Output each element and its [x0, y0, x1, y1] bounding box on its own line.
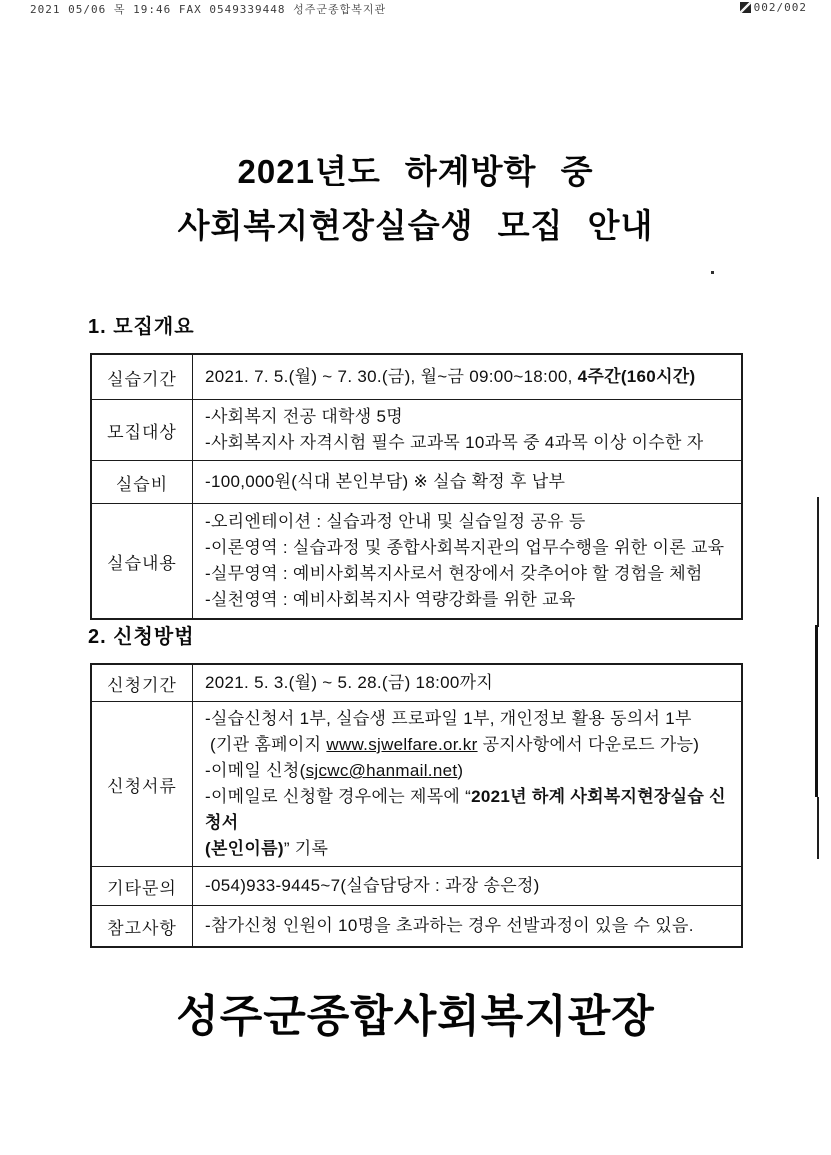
scan-artifact-line	[817, 797, 819, 859]
table-row	[92, 355, 741, 399]
cell-line: (기관 홈페이지 www.sjwelfare.or.kr 공지사항에서 다운로드 가능)	[205, 735, 700, 754]
cell-line: -사회복지 전공 대학생 5명	[205, 407, 404, 426]
document-title-line2: 사회복지현장실습생 모집 안내	[177, 207, 654, 244]
table-row	[92, 665, 741, 701]
cell-line: -이메일 신청(sjcwc@hanmail.net)	[205, 761, 464, 780]
cell-line: -이론영역 : 실습과정 및 종합사회복지관의 업무수행을 위한 이론 교육	[205, 538, 725, 557]
table-row	[92, 701, 741, 866]
document-title-line1: 2021년도 하계방학 중	[237, 153, 594, 190]
row-value	[193, 461, 741, 503]
row-label: 실습기간	[92, 355, 193, 399]
fax-page-icon	[740, 2, 751, 13]
cell-line: -실무영역 : 예비사회복지사로서 현장에서 갖추어야 할 경험을 체험	[205, 564, 703, 583]
cell-line: -참가신청 인원이 10명을 초과하는 경우 선발과정이 있을 수 있음.	[205, 916, 694, 935]
row-value	[193, 906, 741, 946]
row-label: 기타문의	[92, 867, 193, 905]
table-row	[92, 399, 741, 460]
cell-line: -사회복지사 자격시험 필수 교과목 10과목 중 4과목 이상 이수한 자	[205, 433, 704, 452]
row-label: 실습내용	[92, 504, 193, 618]
table-row	[92, 866, 741, 905]
cell-line: (본인이름)” 기록	[205, 839, 329, 858]
fax-header-info: 2021 05/06 목 19:46 FAX 0549339448 성주군종합복지관	[30, 3, 387, 16]
scan-artifact-dot	[711, 271, 714, 274]
cell-line: -오리엔테이션 : 실습과정 안내 및 실습일정 공유 등	[205, 512, 586, 531]
fax-page-count: 002/002	[753, 1, 807, 14]
row-label: 신청기간	[92, 665, 193, 701]
cell-line: -실습신청서 1부, 실습생 프로파일 1부, 개인정보 활용 동의서 1부	[205, 709, 692, 728]
row-value	[193, 702, 741, 866]
fax-page-counter	[740, 1, 807, 14]
table-row	[92, 503, 741, 618]
row-label: 참고사항	[92, 906, 193, 946]
row-value	[193, 665, 741, 701]
row-value	[193, 504, 741, 618]
recruitment-overview-table	[90, 353, 743, 620]
table-row	[92, 460, 741, 503]
row-value	[193, 355, 741, 399]
cell-line: 2021. 5. 3.(월) ~ 5. 28.(금) 18:00까지	[205, 673, 494, 692]
scan-artifact-line	[817, 497, 819, 627]
cell-line: -이메일로 신청할 경우에는 제목에 “2021년 하계 사회복지현장실습 신청서	[205, 787, 726, 832]
row-label: 모집대상	[92, 400, 193, 460]
row-value	[193, 867, 741, 905]
cell-line: -054)933-9445~7(실습담당자 : 과장 송은정)	[205, 876, 540, 895]
cell-line: 2021. 7. 5.(월) ~ 7. 30.(금), 월~금 09:00~18:00, 4주간(160시간)	[205, 367, 696, 386]
section-2-heading: 2. 신청방법	[88, 626, 195, 648]
cell-line: -100,000원(식대 본인부담) ※ 실습 확정 후 납부	[205, 472, 566, 491]
application-method-table	[90, 663, 743, 948]
table-row	[92, 905, 741, 946]
fax-header	[0, 1, 831, 17]
row-value	[193, 400, 741, 460]
section-1-heading: 1. 모집개요	[88, 316, 195, 338]
row-label: 신청서류	[92, 702, 193, 866]
cell-line: -실천영역 : 예비사회복지사 역량강화를 위한 교육	[205, 590, 576, 609]
scan-artifact-line	[815, 625, 818, 797]
row-label: 실습비	[92, 461, 193, 503]
issuer-signature: 성주군종합사회복지관장	[176, 992, 655, 1041]
